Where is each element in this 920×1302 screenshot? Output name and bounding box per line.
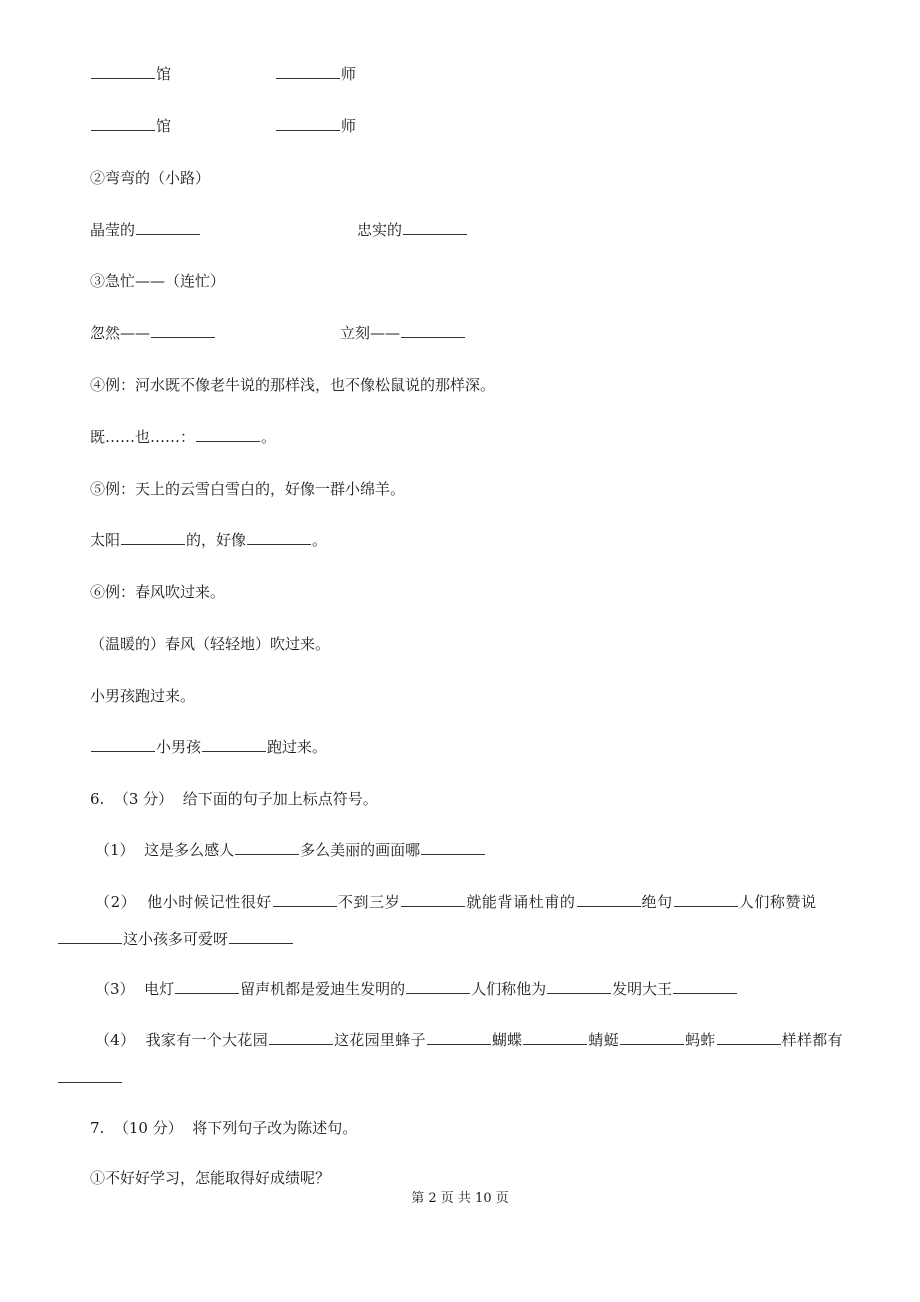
answer-blank[interactable] (406, 979, 470, 994)
answer-blank[interactable] (717, 1030, 781, 1045)
word-suffix: 馆 (156, 117, 172, 135)
answer-blank[interactable] (427, 1030, 491, 1045)
word-suffix: 师 (341, 117, 357, 135)
item6-prompt (90, 737, 327, 757)
prompt-text: 既……也……： (90, 428, 196, 446)
q6-sentence-3 (95, 979, 738, 999)
text: 留声机都是爱迪生发明的 (240, 980, 406, 998)
blank-row-1 (90, 64, 171, 84)
answer-blank[interactable] (401, 892, 465, 907)
punct: 。 (312, 531, 328, 549)
answer-blank[interactable] (577, 892, 641, 907)
item5-prompt (90, 530, 327, 550)
question-6-header (90, 789, 378, 809)
text: 我家有一个大花园 (145, 1031, 268, 1049)
text: 人们称他为 (471, 980, 547, 998)
answer-blank[interactable] (673, 979, 737, 994)
question-score: （3 分） (113, 790, 174, 808)
item4-prompt (90, 427, 276, 447)
prompt-text: 晶莹的 (90, 221, 136, 239)
question-score: （10 分） (113, 1119, 183, 1137)
q6-sentence-4 (95, 1030, 843, 1050)
text: 蜻蜓 (588, 1031, 620, 1049)
page-footer: 第 2 页 共 10 页 (411, 1191, 509, 1206)
answer-blank[interactable] (547, 979, 611, 994)
text: 蚂蚱 (685, 1031, 716, 1049)
text: 这是多么感人 (144, 841, 235, 859)
question-number: 7. (90, 1119, 105, 1137)
q7-sentence-1: ①不好好学习，怎能取得好成绩呢？ (90, 1169, 331, 1187)
item4-title: ④例：河水既不像老牛说的那样浅，也不像松鼠说的那样深。 (90, 376, 496, 394)
item6-sentence: 小男孩跑过来。 (90, 687, 196, 705)
question-instruction: 给下面的句子加上标点符号。 (182, 790, 378, 808)
blank-row-1b (275, 64, 356, 84)
prompt-text: 立刻—— (340, 324, 401, 342)
answer-blank[interactable] (276, 116, 340, 131)
q6-sentence-1 (95, 840, 486, 860)
item2-a (90, 220, 201, 240)
sub-number: （1） (95, 841, 135, 859)
answer-blank[interactable] (403, 220, 467, 235)
item3-b (340, 323, 466, 343)
item2-b (357, 220, 468, 240)
answer-blank[interactable] (421, 840, 485, 855)
q6-sentence-2-cont (57, 929, 294, 949)
item5-title: ⑤例：天上的云雪白雪白的，好像一群小绵羊。 (90, 480, 406, 498)
answer-blank[interactable] (269, 1030, 333, 1045)
item2-title: ②弯弯的（小路） (90, 169, 211, 187)
text: 就能背诵杜甫的 (466, 893, 576, 911)
answer-blank[interactable] (276, 64, 340, 79)
text: 这花园里蜂子 (334, 1031, 426, 1049)
answer-blank[interactable] (523, 1030, 587, 1045)
prompt-text: 忠实的 (357, 221, 403, 239)
sub-number: （3） (95, 980, 135, 998)
answer-blank[interactable] (58, 929, 122, 944)
q6-sentence-2 (95, 892, 817, 912)
text: 绝句 (641, 893, 673, 911)
answer-blank[interactable] (91, 116, 155, 131)
text: 不到三岁 (337, 893, 401, 911)
text: 蝴蝶 (491, 1031, 523, 1049)
answer-blank[interactable] (273, 892, 337, 907)
blank-row-2b (275, 116, 356, 136)
text: 样样都有 (781, 1031, 843, 1049)
prompt-text: 跑过来。 (267, 738, 328, 756)
answer-blank[interactable] (620, 1030, 684, 1045)
item3-title: ③急忙——（连忙） (90, 272, 226, 290)
answer-blank[interactable] (202, 737, 266, 752)
item6-example: （温暖的）春风（轻轻地）吹过来。 (90, 635, 331, 653)
answer-blank[interactable] (121, 530, 185, 545)
question-7-header (90, 1118, 357, 1138)
prompt-text: 的，好像 (186, 531, 247, 549)
punct: 。 (261, 428, 277, 446)
answer-blank[interactable] (196, 427, 260, 442)
answer-blank[interactable] (175, 979, 239, 994)
answer-blank[interactable] (58, 1068, 122, 1083)
blank-row-2 (90, 116, 171, 136)
answer-blank[interactable] (247, 530, 311, 545)
q6-sentence-4-cont (57, 1068, 123, 1088)
text: 电灯 (144, 980, 175, 998)
text: 他小时候记性很好 (147, 893, 272, 911)
item6-title: ⑥例：春风吹过来。 (90, 583, 226, 601)
prompt-text: 小男孩 (156, 738, 202, 756)
answer-blank[interactable] (136, 220, 200, 235)
text: 发明大王 (612, 980, 673, 998)
prompt-text: 忽然—— (90, 324, 151, 342)
text: 人们称赞说 (738, 893, 817, 911)
answer-blank[interactable] (91, 737, 155, 752)
question-instruction: 将下列句子改为陈述句。 (192, 1119, 358, 1137)
answer-blank[interactable] (674, 892, 738, 907)
answer-blank[interactable] (235, 840, 299, 855)
text: 多么美丽的画面哪 (300, 841, 421, 859)
item3-a (90, 323, 216, 343)
answer-blank[interactable] (151, 323, 215, 338)
text: 这小孩多可爱呀 (123, 930, 229, 948)
word-suffix: 师 (341, 65, 357, 83)
sub-number: （2） (95, 893, 137, 911)
question-number: 6. (90, 790, 105, 808)
answer-blank[interactable] (401, 323, 465, 338)
sub-number: （4） (95, 1031, 136, 1049)
word-suffix: 馆 (156, 65, 172, 83)
answer-blank[interactable] (91, 64, 155, 79)
prompt-text: 太阳 (90, 531, 121, 549)
answer-blank[interactable] (229, 929, 293, 944)
